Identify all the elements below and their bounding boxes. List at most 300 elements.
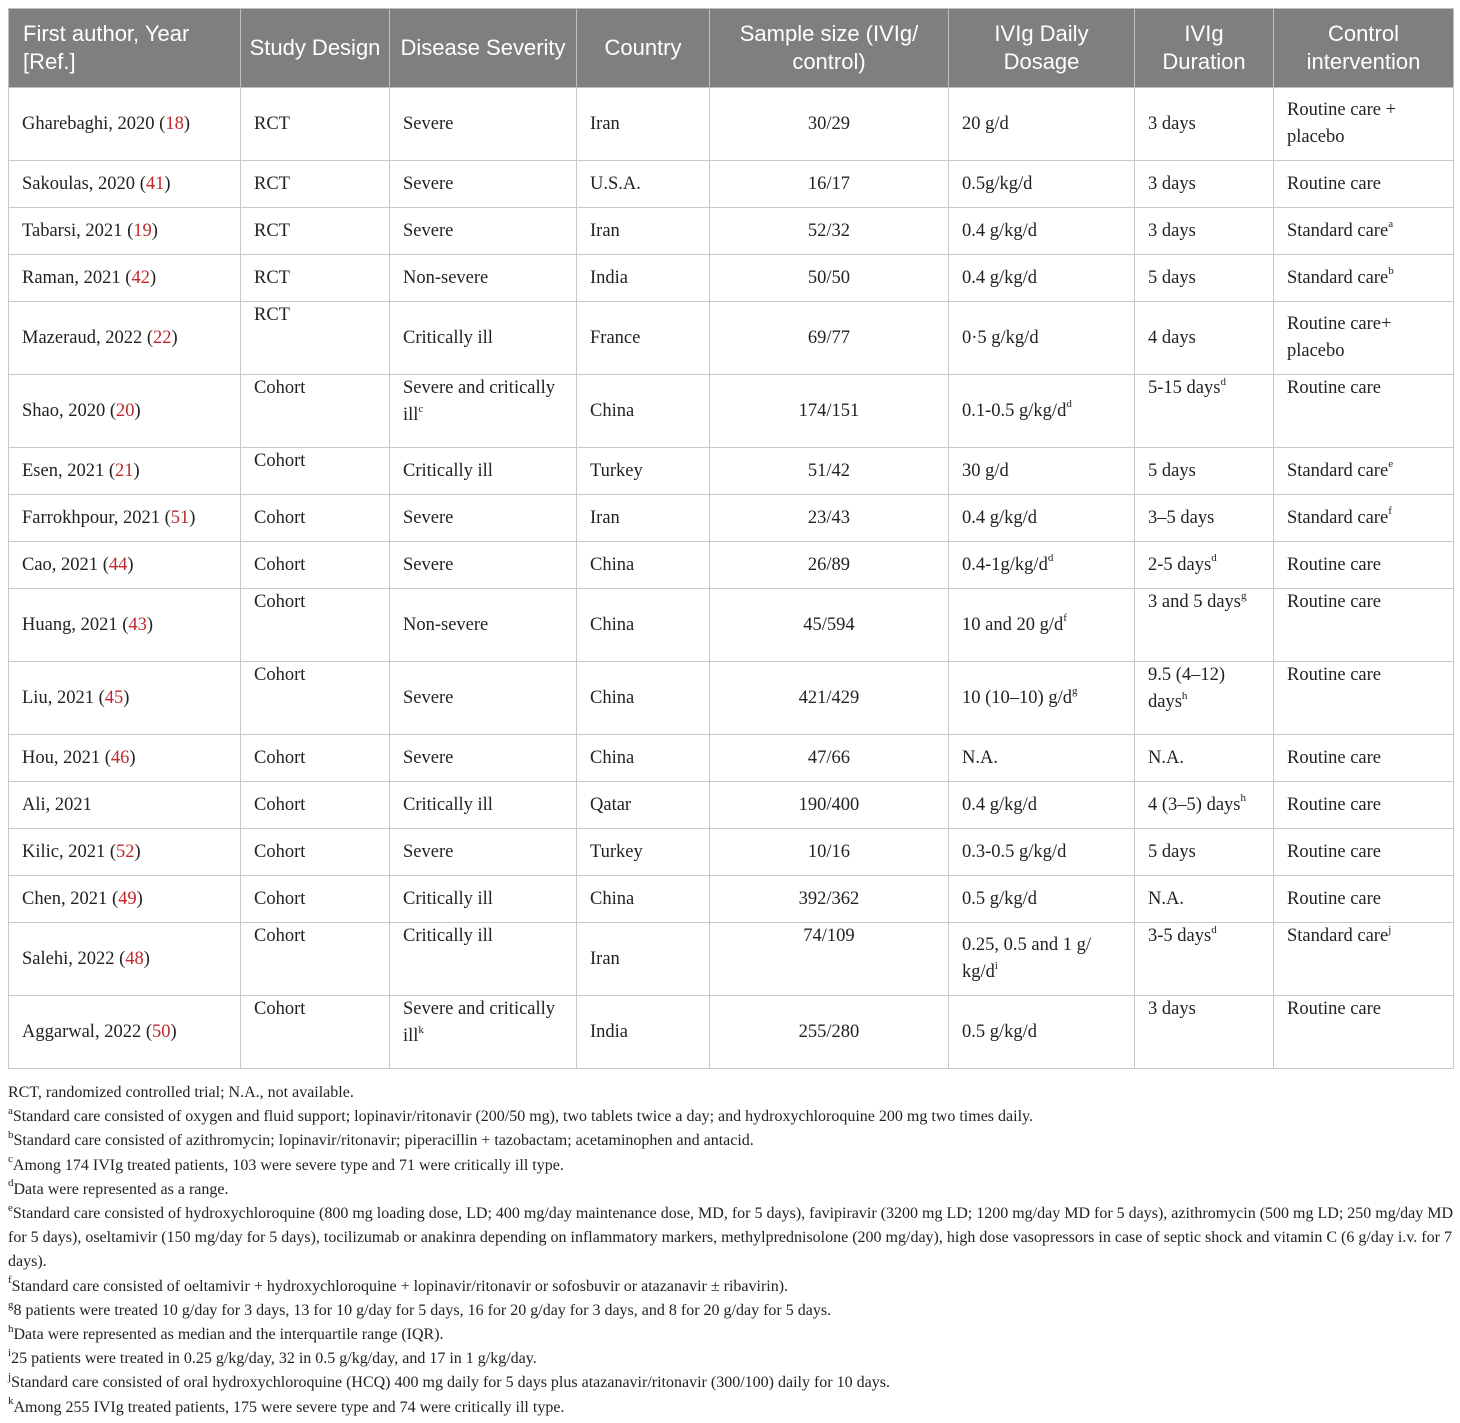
cell-country [577,876,710,923]
cell-dosage [949,735,1135,782]
footnote-mark: d [1211,923,1217,936]
dosage-text: 0.4 g/kg/d [962,220,1038,241]
author-text: Ali, 2021 [22,794,92,815]
cell-country [577,662,710,735]
table-row [9,662,1454,735]
cell-design [241,161,390,208]
cell-country [577,448,710,495]
cell-sample [710,495,949,542]
table-row [9,542,1454,589]
footnote-text: Data were represented as a range. [13,1180,229,1198]
cell-duration [1135,923,1274,996]
author-text: Shao, 2020 [22,400,106,421]
cell-control [1274,208,1454,255]
cell-severity [390,88,577,161]
country-text: China [590,687,635,708]
cell-design [241,88,390,161]
cell-severity [390,208,577,255]
dosage-text: 30 g/d [962,460,1009,481]
cell-severity [390,996,577,1069]
sample-text: 16/17 [807,173,851,194]
cell-country [577,161,710,208]
dosage-text: 0.5 g/kg/d [962,888,1038,909]
footnote-mark: f [8,1274,12,1287]
sample-text: 51/42 [807,460,851,481]
design-text: RCT [254,173,290,194]
author-text: Sakoulas, 2020 [22,173,136,194]
footnote [8,1081,1454,1105]
header-control: Control intervention [1274,9,1454,88]
cell-duration [1135,495,1274,542]
footnote-mark: f [1063,612,1067,625]
table-row [9,923,1454,996]
severity-text: Severe [403,507,454,528]
cell-sample [710,662,949,735]
duration-text: 5-15 days [1148,378,1221,398]
control-text: Routine care [1287,173,1381,194]
duration-text: 9.5 (4–12) days [1148,665,1226,712]
sample-text: 190/400 [798,794,860,815]
cell-author: Tabarsi, 2021 (19) [9,208,241,255]
cell-duration [1135,876,1274,923]
footnote-text: Among 174 IVIg treated patients, 103 were severe type and 71 were critically ill type. [12,1156,564,1174]
cell-duration [1135,542,1274,589]
author-text: Farrokhpour, 2021 [22,507,160,528]
severity-text: Critically ill [403,794,493,815]
reference-link: 48 [125,948,144,969]
reference-link: 22 [153,327,172,348]
cell-severity [390,782,577,829]
cell-country [577,208,710,255]
footnote [8,1105,1454,1129]
cell-design [241,662,390,735]
cell-control [1274,876,1454,923]
reference-link: 44 [108,554,128,575]
sample-text: 10/16 [807,841,851,862]
author-text: Gharebaghi, 2020 [22,113,155,134]
design-text: Cohort [254,794,306,815]
table-row [9,88,1454,161]
dosage-text: 0.5 g/kg/d [962,1021,1038,1042]
footnote-text: RCT, randomized controlled trial; N.A., not available. [8,1084,354,1101]
severity-text: Severe [403,747,454,768]
design-text: RCT [254,220,290,241]
footnote [8,1178,1454,1202]
table-row [9,782,1454,829]
author-text: Esen, 2021 [22,460,105,481]
reference-link: 50 [152,1021,171,1042]
control-text: Routine care [1287,888,1381,909]
design-text: Cohort [254,926,306,946]
cell-dosage [949,829,1135,876]
cell-country [577,589,710,662]
duration-text: 3–5 days [1148,507,1215,528]
footnote-mark: g [8,1298,14,1311]
cell-control [1274,375,1454,448]
studies-table [8,8,1454,1069]
cell-design [241,302,390,375]
cell-author: Sakoulas, 2020 (41) [9,161,241,208]
cell-duration [1135,735,1274,782]
duration-text: 5 days [1148,460,1196,481]
country-text: Iran [590,113,620,134]
author-text: Raman, 2021 [22,267,121,288]
control-text: Routine care [1287,554,1381,575]
cell-dosage [949,876,1135,923]
cell-severity [390,662,577,735]
footnote-text: Standard care consisted of hydroxychloroquine (800 mg loading dose, LD; 400 mg/day maintenance dose, MD, for 5 days), favipiravir (3200 mg LD; 1200 mg/day MD for 5 days), azithromycin (500 mg LD; 250 mg/day MD for 5 days), oseltamivir (150 mg/day for 5 days), tocilizumab or anakinra depending on inflammatory markers, methylprednisolone (200 mg/day), high dose vasopressors in case of septic shock and vitamin C (6 g/day i.v. for 7 days). [8,1205,1454,1271]
cell-country [577,88,710,161]
control-text: Standard care [1287,460,1389,481]
sample-text: 392/362 [798,888,860,909]
footnote-mark: d [1220,375,1226,388]
cell-dosage [949,161,1135,208]
control-text: Routine care [1287,999,1381,1019]
sample-text: 47/66 [807,747,851,768]
cell-dosage [949,662,1135,735]
control-text: Standard care [1287,220,1389,241]
footnote [8,1371,1454,1395]
country-text: Iran [590,220,620,241]
footnote-mark: k [418,1023,424,1036]
cell-sample [710,876,949,923]
cell-design [241,735,390,782]
footnote-mark: j [8,1371,12,1384]
footnote-text: 8 patients were treated 10 g/day for 3 days, 13 for 10 g/day for 5 days, 16 for 20 g/day for 3 days, and 8 for 20 g/day for 5 days. [13,1301,832,1319]
cell-author: Huang, 2021 (43) [9,589,241,662]
cell-duration [1135,996,1274,1069]
cell-author: Salehi, 2022 (48) [9,923,241,996]
reference-link: 45 [104,687,124,708]
cell-control [1274,589,1454,662]
design-text: Cohort [254,451,306,471]
severity-text: Severe [403,841,454,862]
cell-author: Kilic, 2021 (52) [9,829,241,876]
cell-country [577,923,710,996]
header-sample: Sample size (IVIg/ control) [710,9,949,88]
dosage-text: 0.5g/kg/d [962,173,1033,194]
control-text: Routine care [1287,378,1381,398]
cell-severity [390,255,577,302]
cell-duration [1135,88,1274,161]
cell-country [577,735,710,782]
control-text: Routine care [1287,665,1381,685]
duration-text: 3 days [1148,113,1196,134]
cell-duration [1135,302,1274,375]
reference-link: 49 [118,888,137,909]
reference-link: 43 [128,614,147,635]
dosage-text: 20 g/d [962,113,1009,134]
design-text: Cohort [254,888,306,909]
sample-text: 52/32 [807,220,851,241]
reference-link: 46 [110,747,130,768]
footnote-text: Standard care consisted of oeltamivir + hydroxychloroquine + lopinavir/ritonavir or sofosbuvir or atazanavir ± ribavirin). [11,1277,789,1295]
footnote-text: Standard care consisted of azithromycin; lopinavir/ritonavir; piperacillin + tazobactam; acetaminophen and antacid. [13,1132,754,1150]
cell-duration [1135,208,1274,255]
cell-design [241,876,390,923]
sample-text: 23/43 [807,507,851,528]
footnote-mark: a [8,1104,13,1117]
cell-dosage [949,589,1135,662]
cell-sample [710,735,949,782]
control-text: Routine care [1287,841,1381,862]
author-text: Cao, 2021 [22,554,99,575]
footnote-mark: d [8,1177,14,1190]
cell-country [577,996,710,1069]
cell-dosage [949,542,1135,589]
design-text: Cohort [254,841,306,862]
cell-duration [1135,161,1274,208]
severity-text: Critically ill [403,926,493,946]
cell-design [241,495,390,542]
duration-text: 5 days [1148,841,1196,862]
design-text: RCT [254,267,290,288]
cell-sample [710,302,949,375]
cell-control [1274,495,1454,542]
country-text: U.S.A. [590,173,641,194]
cell-duration [1135,448,1274,495]
footnote-text: Standard care consisted of oral hydroxychloroquine (HCQ) 400 mg daily for 5 days plus atazanavir/ritonavir (300/100) daily for 10 days. [11,1374,890,1392]
table-footnotes [8,1081,1454,1420]
duration-text: 3 days [1148,999,1196,1019]
cell-design [241,448,390,495]
table-row [9,208,1454,255]
country-text: China [590,400,635,421]
cell-sample [710,255,949,302]
footnote-mark: f [1388,505,1392,518]
cell-severity [390,495,577,542]
severity-text: Severe [403,173,454,194]
country-text: China [590,614,635,635]
cell-sample [710,782,949,829]
cell-country [577,375,710,448]
severity-text: Critically ill [403,888,493,909]
cell-duration [1135,255,1274,302]
cell-severity [390,375,577,448]
control-text: Routine care + placebo [1287,100,1397,147]
design-text: Cohort [254,665,306,685]
cell-design [241,375,390,448]
duration-text: N.A. [1148,888,1184,909]
cell-control [1274,302,1454,375]
sample-text: 26/89 [807,554,851,575]
severity-text: Severe [403,220,454,241]
header-severity: Disease Severity [390,9,577,88]
duration-text: 2-5 days [1148,554,1212,575]
cell-sample [710,375,949,448]
cell-duration [1135,782,1274,829]
cell-dosage [949,208,1135,255]
sample-text: 74/109 [803,926,855,946]
dosage-text: 0.4-1g/kg/d [962,554,1048,575]
cell-country [577,302,710,375]
author-text: Huang, 2021 [22,614,118,635]
design-text: Cohort [254,592,306,612]
table-row [9,375,1454,448]
header-author: First author, Year [Ref.] [9,9,241,88]
author-text: Tabarsi, 2021 [22,220,123,241]
dosage-text: 0.4 g/kg/d [962,507,1038,528]
cell-sample [710,88,949,161]
country-text: India [590,1021,629,1042]
footnote [8,1154,1454,1178]
sample-text: 255/280 [798,1021,860,1042]
cell-author: Gharebaghi, 2020 (18) [9,88,241,161]
reference-link: 42 [131,267,150,288]
duration-text: 3 and 5 days [1148,592,1241,612]
header-dosage: IVIg Daily Dosage [949,9,1135,88]
sample-text: 421/429 [798,687,860,708]
duration-text: 4 days [1148,327,1196,348]
footnote-mark: c [418,402,424,415]
author-text: Mazeraud, 2022 [22,327,143,348]
footnote [8,1129,1454,1153]
table-row [9,448,1454,495]
author-text: Chen, 2021 [22,888,108,909]
design-text: Cohort [254,747,306,768]
footnote-mark: k [8,1395,14,1408]
severity-text: Severe [403,554,454,575]
control-text: Standard care [1287,926,1389,946]
dosage-text: 0.3-0.5 g/kg/d [962,841,1067,862]
control-text: Routine care [1287,592,1381,612]
sample-text: 174/151 [798,400,860,421]
control-text: Standard care [1287,507,1389,528]
duration-text: 3 days [1148,173,1196,194]
dosage-text: 10 and 20 g/d [962,614,1064,635]
reference-link: 41 [145,173,165,194]
cell-author: Aggarwal, 2022 (50) [9,996,241,1069]
dosage-text: 0.4 g/kg/d [962,267,1038,288]
table-row [9,876,1454,923]
cell-dosage [949,923,1135,996]
design-text: Cohort [254,999,306,1019]
cell-control [1274,996,1454,1069]
cell-design [241,589,390,662]
cell-author: Chen, 2021 (49) [9,876,241,923]
footnote-mark: c [8,1153,13,1166]
duration-text: 5 days [1148,267,1196,288]
footnote-text: 25 patients were treated in 0.25 g/kg/day, 32 in 0.5 g/kg/day, and 17 in 1 g/kg/day. [11,1350,537,1368]
sample-text: 69/77 [807,327,851,348]
duration-text: 3 days [1148,220,1196,241]
reference-link: 20 [116,400,135,421]
cell-dosage [949,495,1135,542]
footnote [8,1323,1454,1347]
footnote-mark: d [1211,552,1217,565]
country-text: Iran [590,948,620,969]
cell-country [577,542,710,589]
cell-control [1274,448,1454,495]
footnote-mark: e [8,1201,13,1214]
footnote-mark: b [1388,265,1394,278]
reference-link: 52 [116,841,135,862]
table-row [9,829,1454,876]
country-text: India [590,267,629,288]
footnote-text: Among 255 IVIg treated patients, 175 were severe type and 74 were critically ill type. [13,1398,565,1416]
design-text: Cohort [254,507,306,528]
control-text: Routine care [1287,747,1381,768]
country-text: China [590,554,635,575]
footnote-mark: e [1388,458,1394,471]
header-duration: IVIg Duration [1135,9,1274,88]
country-text: Iran [590,507,620,528]
cell-control [1274,829,1454,876]
country-text: China [590,747,635,768]
severity-text: Non-severe [403,267,489,288]
footnote-mark: a [1388,218,1394,231]
cell-severity [390,876,577,923]
cell-author: Liu, 2021 (45) [9,662,241,735]
footnote-mark: g [1241,589,1247,602]
reference-link: 21 [115,460,134,481]
reference-link: 18 [165,113,184,134]
cell-sample [710,448,949,495]
cell-author [9,782,241,829]
footnote [8,1275,1454,1299]
cell-severity [390,829,577,876]
footnote-mark: h [1181,689,1188,702]
severity-text: Critically ill [403,327,493,348]
cell-control [1274,88,1454,161]
author-text: Salehi, 2022 [22,948,115,969]
footnote-mark: j [1388,923,1392,936]
cell-design [241,208,390,255]
dosage-text: N.A. [962,747,998,768]
cell-duration [1135,829,1274,876]
severity-text: Severe and critically ill [403,999,556,1046]
dosage-text: 0.4 g/kg/d [962,794,1038,815]
dosage-text: 0.25, 0.5 and 1 g/ kg/d [962,935,1091,982]
footnote-text: Data were represented as median and the interquartile range (IQR). [13,1326,444,1344]
cell-design [241,923,390,996]
cell-severity [390,302,577,375]
control-text: Routine care+ placebo [1287,314,1392,361]
country-text: Turkey [590,841,643,862]
cell-control [1274,161,1454,208]
country-text: Turkey [590,460,643,481]
cell-severity [390,923,577,996]
cell-country [577,255,710,302]
footnote [8,1202,1454,1275]
severity-text: Non-severe [403,614,489,635]
table-row [9,255,1454,302]
footnote-mark: g [1071,685,1078,698]
cell-severity [390,735,577,782]
table-row [9,495,1454,542]
country-text: France [590,327,641,348]
footnote-mark: h [8,1322,14,1335]
sample-text: 50/50 [807,267,851,288]
cell-design [241,996,390,1069]
cell-design [241,255,390,302]
table-row [9,996,1454,1069]
duration-text: N.A. [1148,747,1184,768]
dosage-text: 0·5 g/kg/d [962,327,1039,348]
cell-severity [390,589,577,662]
footnote [8,1299,1454,1323]
cell-country [577,782,710,829]
cell-dosage [949,302,1135,375]
dosage-text: 0.1-0.5 g/kg/d [962,400,1067,421]
severity-text: Severe and critically ill [403,378,556,425]
cell-design [241,782,390,829]
cell-dosage [949,255,1135,302]
cell-dosage [949,448,1135,495]
cell-severity [390,542,577,589]
author-text: Kilic, 2021 [22,841,106,862]
cell-control [1274,542,1454,589]
